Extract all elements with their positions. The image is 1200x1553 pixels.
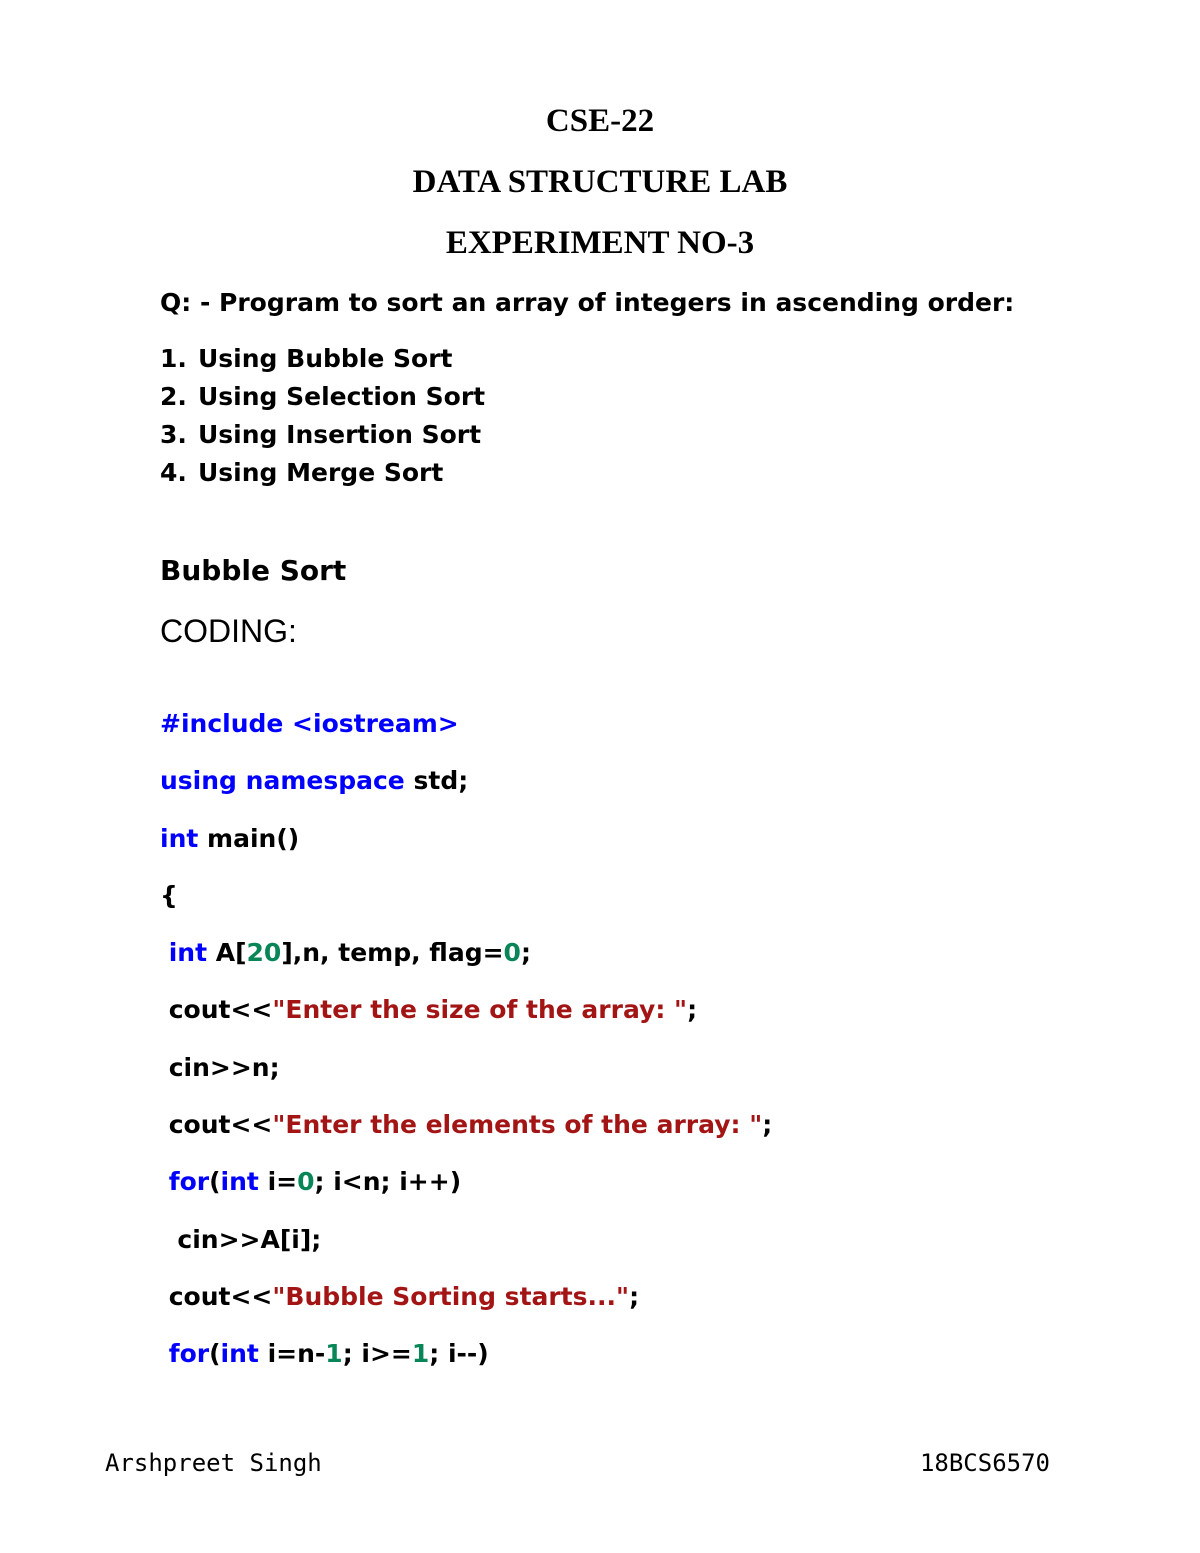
list-item xyxy=(160,455,485,493)
code-text: cout<< xyxy=(168,995,273,1025)
code-text: ; i<n; i++) xyxy=(314,1167,462,1197)
code-number: 0 xyxy=(503,938,521,968)
list-text: Using Merge Sort xyxy=(198,458,444,487)
code-text: main() xyxy=(198,823,300,853)
code-text: ; i--) xyxy=(429,1339,489,1369)
code-keyword: int xyxy=(220,1167,259,1197)
code-text: ; xyxy=(520,938,531,968)
code-block xyxy=(160,702,772,1390)
code-keyword: using xyxy=(160,766,237,796)
code-number: 20 xyxy=(246,938,282,968)
code-text: cout<< xyxy=(168,1110,273,1140)
list-item xyxy=(160,417,485,455)
code-line xyxy=(160,702,772,759)
options-list xyxy=(160,341,485,493)
experiment-title: EXPERIMENT NO-3 xyxy=(445,225,755,261)
code-text: cin>>A[i]; xyxy=(177,1224,322,1254)
coding-label: CODING: xyxy=(160,613,297,649)
list-number: 3. xyxy=(160,420,187,449)
question-text: Q: - Program to sort an array of integers in ascending order: xyxy=(160,288,1015,317)
code-text: cout<< xyxy=(168,1281,273,1311)
code-number: 1 xyxy=(411,1339,430,1369)
list-item xyxy=(160,379,485,417)
code-text: cin>>n; xyxy=(168,1052,280,1082)
code-text: { xyxy=(160,880,178,910)
code-keyword: int xyxy=(220,1339,259,1369)
code-line xyxy=(160,988,772,1045)
student-id: 18BCS6570 xyxy=(919,1449,1050,1477)
code-text: i= xyxy=(258,1167,298,1197)
list-number: 4. xyxy=(160,458,187,487)
code-keyword: namespace xyxy=(245,766,405,796)
code-include: #include <iostream> xyxy=(160,709,459,738)
code-line xyxy=(160,817,772,874)
author-name: Arshpreet Singh xyxy=(105,1449,322,1477)
list-text: Using Bubble Sort xyxy=(198,344,453,373)
code-line xyxy=(160,759,772,816)
list-text: Using Selection Sort xyxy=(198,382,486,411)
code-line xyxy=(160,1046,772,1103)
code-string: "Enter the elements of the array: " xyxy=(272,1110,763,1140)
code-text: A[ xyxy=(207,938,247,968)
code-line xyxy=(160,1160,772,1217)
code-string: "Enter the size of the array: " xyxy=(272,995,688,1025)
list-number: 2. xyxy=(160,382,187,411)
code-text: std; xyxy=(404,766,469,796)
code-keyword: for xyxy=(168,1167,210,1197)
code-text: ( xyxy=(209,1167,221,1197)
code-string: "Bubble Sorting starts..." xyxy=(272,1281,630,1311)
code-keyword: for xyxy=(168,1339,210,1369)
code-text: i=n- xyxy=(258,1339,326,1369)
code-line xyxy=(160,1218,772,1275)
code-line xyxy=(160,1275,772,1332)
code-text: ; xyxy=(629,1281,640,1311)
code-number: 1 xyxy=(325,1339,343,1369)
code-line xyxy=(160,1332,772,1389)
course-code: CSE-22 xyxy=(545,103,655,139)
code-line xyxy=(160,1103,772,1160)
code-number: 0 xyxy=(297,1167,315,1197)
list-text: Using Insertion Sort xyxy=(198,420,482,449)
code-line xyxy=(160,931,772,988)
code-keyword: int xyxy=(160,823,199,853)
section-title: Bubble Sort xyxy=(160,554,347,587)
code-text: ],n, temp, flag= xyxy=(281,938,504,968)
code-text: ; xyxy=(762,1110,773,1140)
lab-title: DATA STRUCTURE LAB xyxy=(412,164,788,200)
list-item xyxy=(160,341,485,379)
code-text: ; xyxy=(687,995,698,1025)
code-text: ( xyxy=(209,1339,221,1369)
list-number: 1. xyxy=(160,344,187,373)
code-line xyxy=(160,874,772,931)
code-keyword: int xyxy=(168,938,208,968)
code-text: ; i>= xyxy=(342,1339,412,1369)
